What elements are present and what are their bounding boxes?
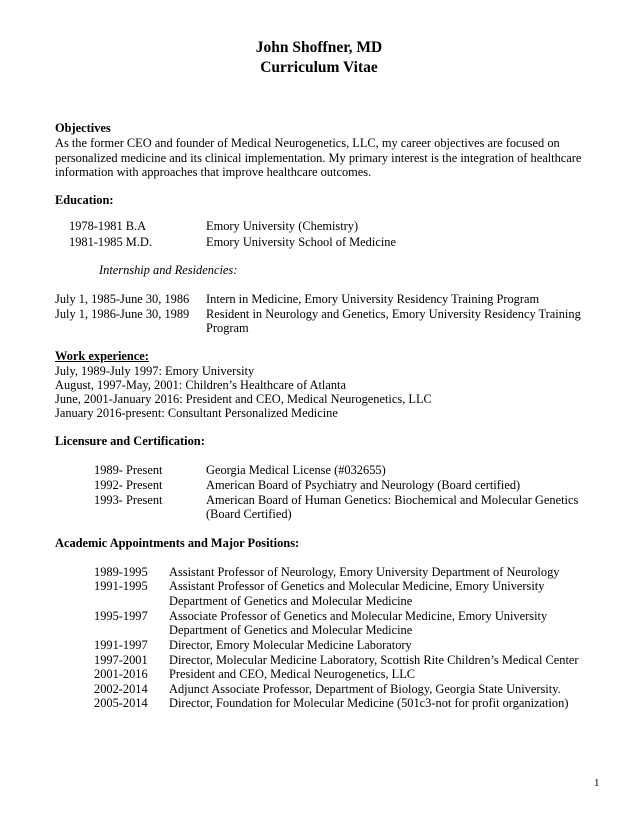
education-years: 1981-1985 M.D. — [69, 235, 152, 249]
appointment-desc: Department of Genetics and Molecular Medicine — [169, 594, 413, 608]
appointment-years: 2002-2014 — [94, 682, 148, 696]
internship-desc: Program — [206, 321, 249, 335]
page-number: 1 — [594, 777, 600, 789]
appointment-desc: Department of Genetics and Molecular Medicine — [169, 623, 413, 637]
licensure-desc: (Board Certified) — [206, 507, 292, 521]
education-place: Emory University School of Medicine — [206, 235, 396, 249]
objectives-line: As the former CEO and founder of Medical Neurogenetics, LLC, my career objectives are focused on — [55, 136, 560, 150]
licensure-years: 1993- Present — [94, 493, 163, 507]
internship-dates: July 1, 1985-June 30, 1986 — [55, 292, 190, 306]
appointment-desc: Associate Professor of Genetics and Molecular Medicine, Emory University — [169, 609, 548, 623]
internship-desc: Resident in Neurology and Genetics, Emory University Residency Training — [206, 307, 581, 321]
internship-desc: Intern in Medicine, Emory University Residency Training Program — [206, 292, 540, 306]
appointments-heading: Academic Appointments and Major Positions: — [55, 536, 300, 550]
licensure-desc: American Board of Psychiatry and Neurology (Board certified) — [206, 478, 521, 492]
education-years: 1978-1981 B.A — [69, 219, 147, 233]
appointment-desc: Assistant Professor of Neurology, Emory University Department of Neurology — [169, 565, 560, 579]
appointment-years: 1995-1997 — [94, 609, 148, 623]
appointment-years: 2005-2014 — [94, 696, 148, 710]
cv-name: John Shoffner, MD — [255, 39, 383, 56]
appointment-desc: Assistant Professor of Genetics and Molecular Medicine, Emory University — [169, 579, 545, 593]
work-item: June, 2001-January 2016: President and CEO, Medical Neurogenetics, LLC — [55, 392, 432, 406]
appointment-desc: Director, Molecular Medicine Laboratory, Scottish Rite Children’s Medical Center — [169, 653, 579, 667]
work-item: January 2016-present: Consultant Personalized Medicine — [55, 406, 338, 420]
licensure-desc: Georgia Medical License (#032655) — [206, 463, 386, 477]
appointment-desc: Director, Emory Molecular Medicine Laboratory — [169, 638, 412, 652]
internship-dates: July 1, 1986-June 30, 1989 — [55, 307, 190, 321]
appointment-years: 2001-2016 — [94, 667, 148, 681]
education-heading: Education: — [55, 193, 114, 207]
licensure-years: 1992- Present — [94, 478, 163, 492]
appointment-desc: President and CEO, Medical Neurogenetics, LLC — [169, 667, 416, 681]
objectives-heading: Objectives — [55, 121, 111, 135]
objectives-line: information with approaches that improve healthcare outcomes. — [55, 165, 372, 179]
appointment-years: 1991-1995 — [94, 579, 148, 593]
appointment-years: 1991-1997 — [94, 638, 148, 652]
appointment-desc: Director, Foundation for Molecular Medicine (501c3-not for profit organization) — [169, 696, 569, 710]
appointment-desc: Adjunct Associate Professor, Department of Biology, Georgia State University. — [169, 682, 561, 696]
work-heading: Work experience: — [55, 349, 149, 363]
appointment-years: 1997-2001 — [94, 653, 148, 667]
licensure-desc: American Board of Human Genetics: Biochemical and Molecular Genetics — [206, 493, 579, 507]
licensure-years: 1989- Present — [94, 463, 163, 477]
internship-heading: Internship and Residencies: — [99, 263, 238, 277]
licensure-heading: Licensure and Certification: — [55, 434, 205, 448]
objectives-line: personalized medicine and its clinical implementation. My primary interest is the integration of healthcare — [55, 151, 582, 165]
appointment-years: 1989-1995 — [94, 565, 148, 579]
education-place: Emory University (Chemistry) — [206, 219, 359, 233]
cv-subtitle: Curriculum Vitae — [260, 59, 378, 76]
work-item: August, 1997-May, 2001: Children’s Healthcare of Atlanta — [55, 378, 347, 392]
work-item: July, 1989-July 1997: Emory University — [55, 364, 255, 378]
